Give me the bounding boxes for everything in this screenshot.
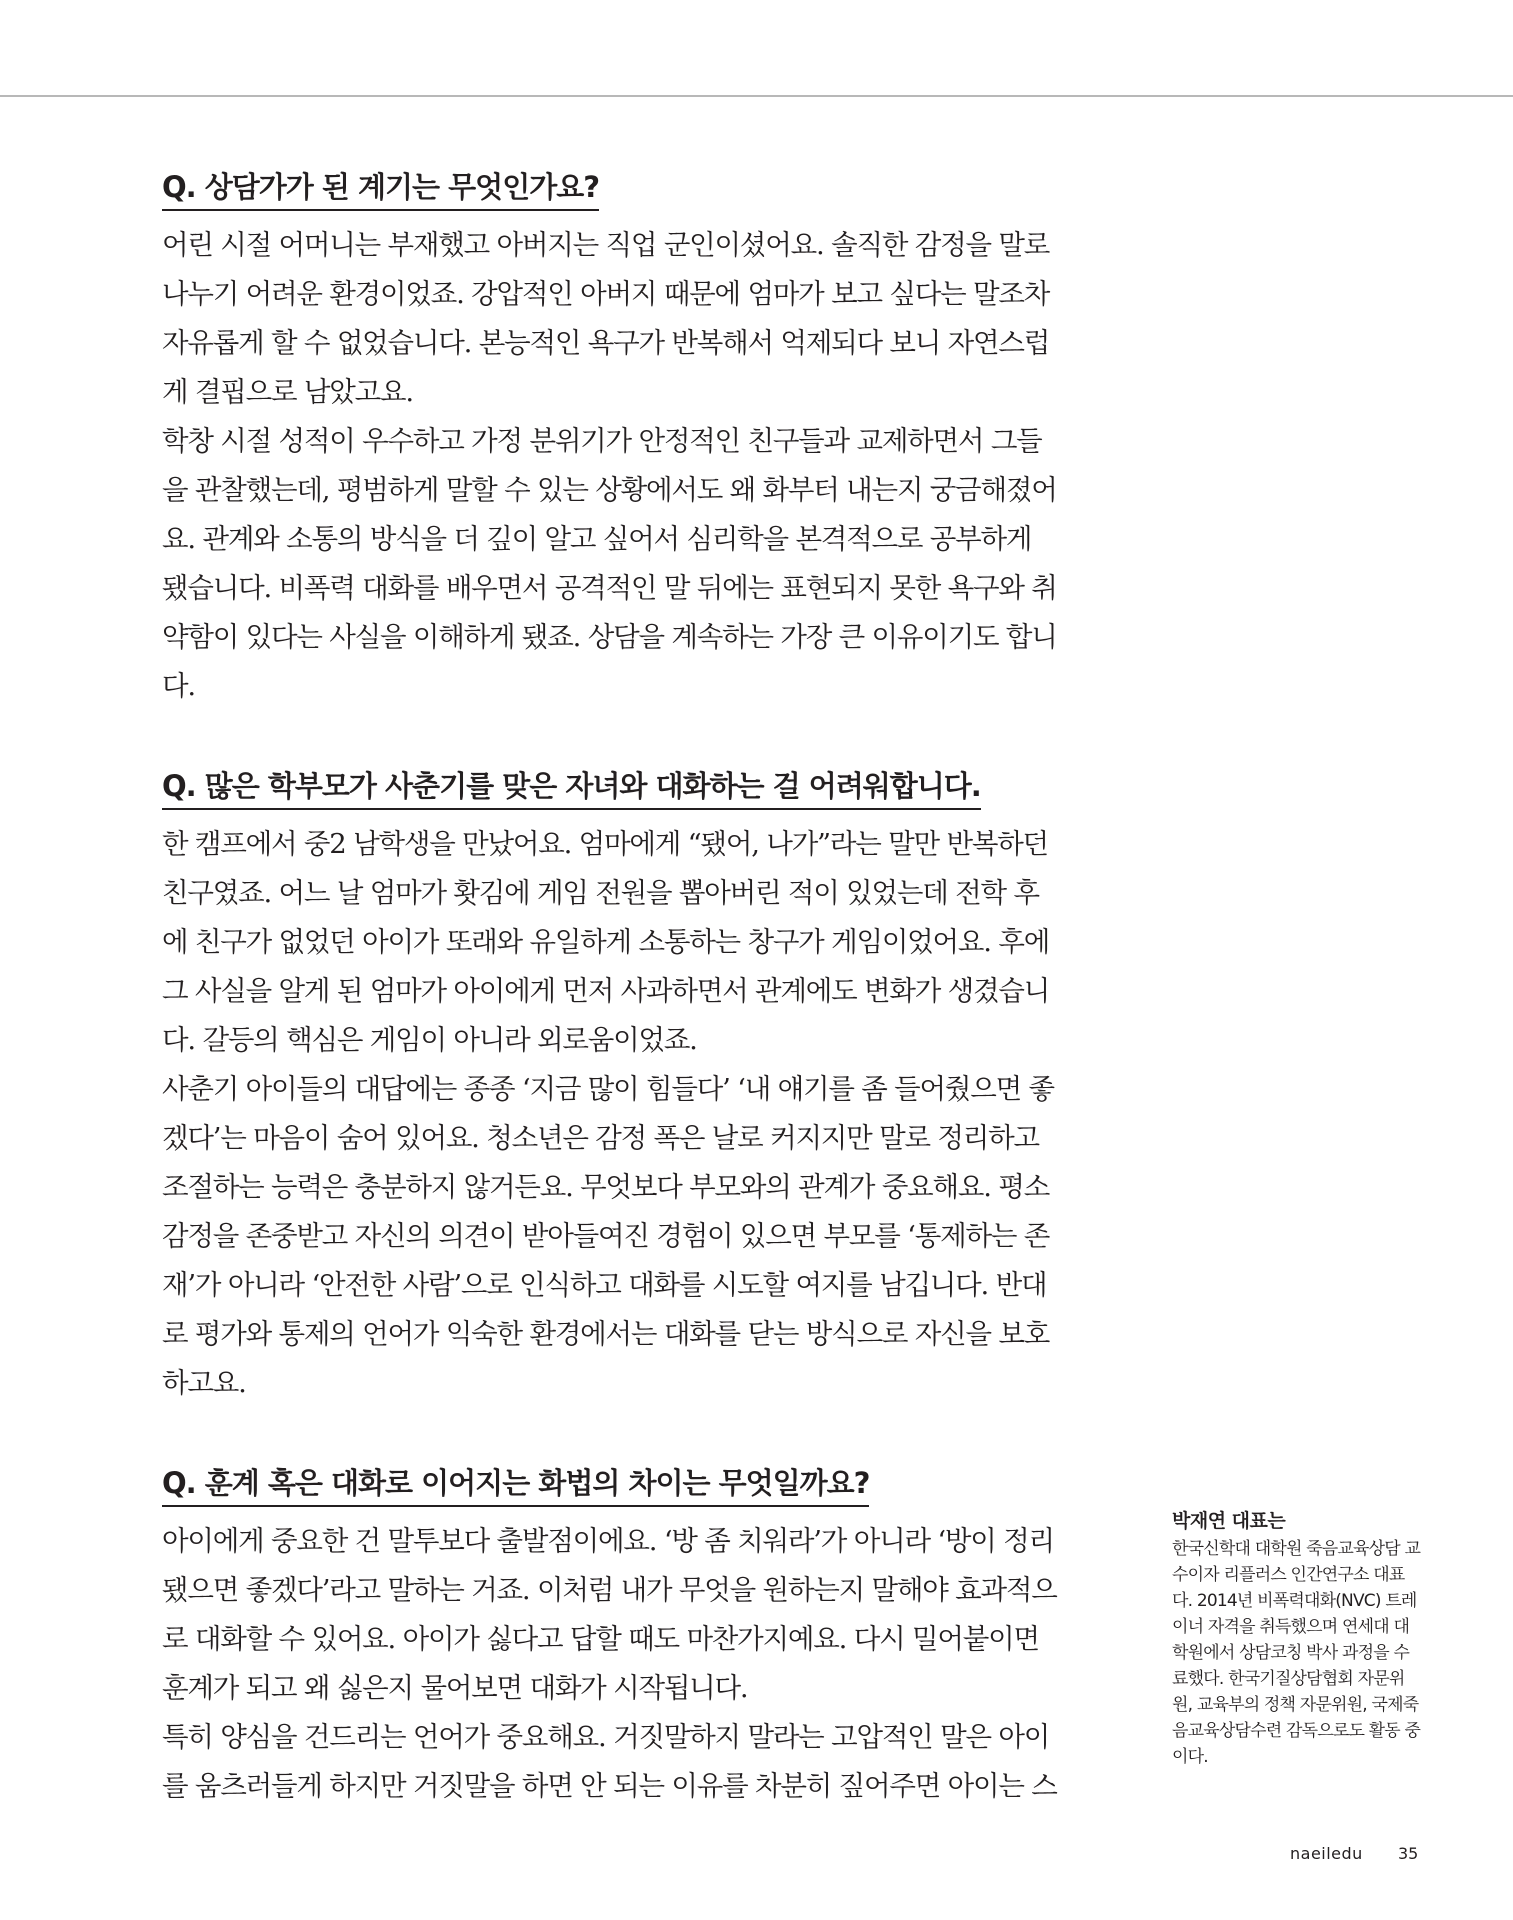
answer-paragraph: 어린 시절 어머니는 부재했고 아버지는 직업 군인이셨어요. 솔직한 감정을 말로 나누기 어려운 환경이었죠. 강압적인 아버지 때문에 엄마가 보고 싶다는 말조차 자유롭게 할 수 없었습니다. 본능적인 욕구가 반복해서 억제되다 보니 자연스럽게 결핍으로 남았고요. — [162, 229, 1050, 408]
profile-bio: 한국신학대 대학원 죽음교육상담 교수이자 리플러스 인간연구소 대표다. 2014년 비폭력대화(NVC) 트레이너 자격을 취득했으며 연세대 대학원에서 상담코칭 박사 과정을 수료했다. 한국기질상담협회 자문위원, 교육부의 정책 자문위원, 국제죽음교육상담수련 감독으로도 활동 중이다. — [1172, 1539, 1421, 1767]
page-number: 35 — [1398, 1844, 1419, 1863]
profile-sidebar — [1172, 1508, 1422, 1770]
top-divider — [0, 95, 1513, 97]
profile-title: 박재연 대표는 — [1172, 1510, 1286, 1532]
question-heading: Q. 훈계 혹은 대화로 이어지는 화법의 차이는 무엇일까요? — [162, 1464, 869, 1507]
qa-section-1 — [162, 168, 1058, 711]
question-heading: Q. 상담가가 된 계기는 무엇인가요? — [162, 168, 599, 211]
question-heading: Q. 많은 학부모가 사춘기를 맞은 자녀와 대화하는 걸 어려워합니다. — [162, 767, 981, 810]
answer-paragraph: 사춘기 아이들의 대답에는 종종 ‘지금 많이 힘들다’ ‘내 얘기를 좀 들어줬으면 좋겠다’는 마음이 숨어 있어요. 청소년은 감정 폭은 날로 커지지만 말로 정리하고 조절하는 능력은 충분하지 않거든요. 무엇보다 부모와의 관계가 중요해요. 평소 감정을 존중받고 자신의 의견이 받아들여진 경험이 있으면 부모를 ‘통제하는 존재’가 아니라 ‘안전한 사람’으로 인식하고 대화를 시도할 여지를 남깁니다. 반대로 평가와 통제의 언어가 익숙한 환경에서는 대화를 닫는 방식으로 자신을 보호하고요. — [162, 1073, 1054, 1399]
qa-section-2 — [162, 767, 1058, 1408]
answer-paragraph: 특히 양심을 건드리는 언어가 중요해요. 거짓말하지 말라는 고압적인 말은 아이를 움츠러들게 하지만 거짓말을 하면 안 되는 이유를 차분히 짚어주면 아이는 스 — [162, 1721, 1057, 1802]
answer-paragraph: 학창 시절 성적이 우수하고 가정 분위기가 안정적인 친구들과 교제하면서 그들을 관찰했는데, 평범하게 말할 수 있는 상황에서도 왜 화부터 내는지 궁금해졌어요. 관계와 소통의 방식을 더 깊이 알고 싶어서 심리학을 본격적으로 공부하게 됐습니다. 비폭력 대화를 배우면서 공격적인 말 뒤에는 표현되지 못한 욕구와 취약함이 있다는 사실을 이해하게 됐죠. 상담을 계속하는 가장 큰 이유이기도 합니다. — [162, 425, 1057, 702]
answer-paragraph: 한 캠프에서 중2 남학생을 만났어요. 엄마에게 “됐어, 나가”라는 말만 반복하던 친구였죠. 어느 날 엄마가 홧김에 게임 전원을 뽑아버린 적이 있었는데 전학 후에 친구가 없었던 아이가 또래와 유일하게 소통하는 창구가 게임이었어요. 후에 그 사실을 알게 된 엄마가 아이에게 먼저 사과하면서 관계에도 변화가 생겼습니다. 갈등의 핵심은 게임이 아니라 외로움이었죠. — [162, 828, 1050, 1056]
interview-column — [162, 168, 1058, 1867]
qa-section-3 — [162, 1464, 1058, 1811]
answer-paragraph: 아이에게 중요한 건 말투보다 출발점이에요. ‘방 좀 치워라’가 아니라 ‘방이 정리됐으면 좋겠다’라고 말하는 거죠. 이처럼 내가 무엇을 원하는지 말해야 효과적으로 대화할 수 있어요. 아이가 싫다고 답할 때도 마찬가지예요. 다시 밀어붙이면 훈계가 되고 왜 싫은지 물어보면 대화가 시작됩니다. — [162, 1525, 1057, 1704]
footer-brand: naeiledu — [1290, 1844, 1363, 1863]
